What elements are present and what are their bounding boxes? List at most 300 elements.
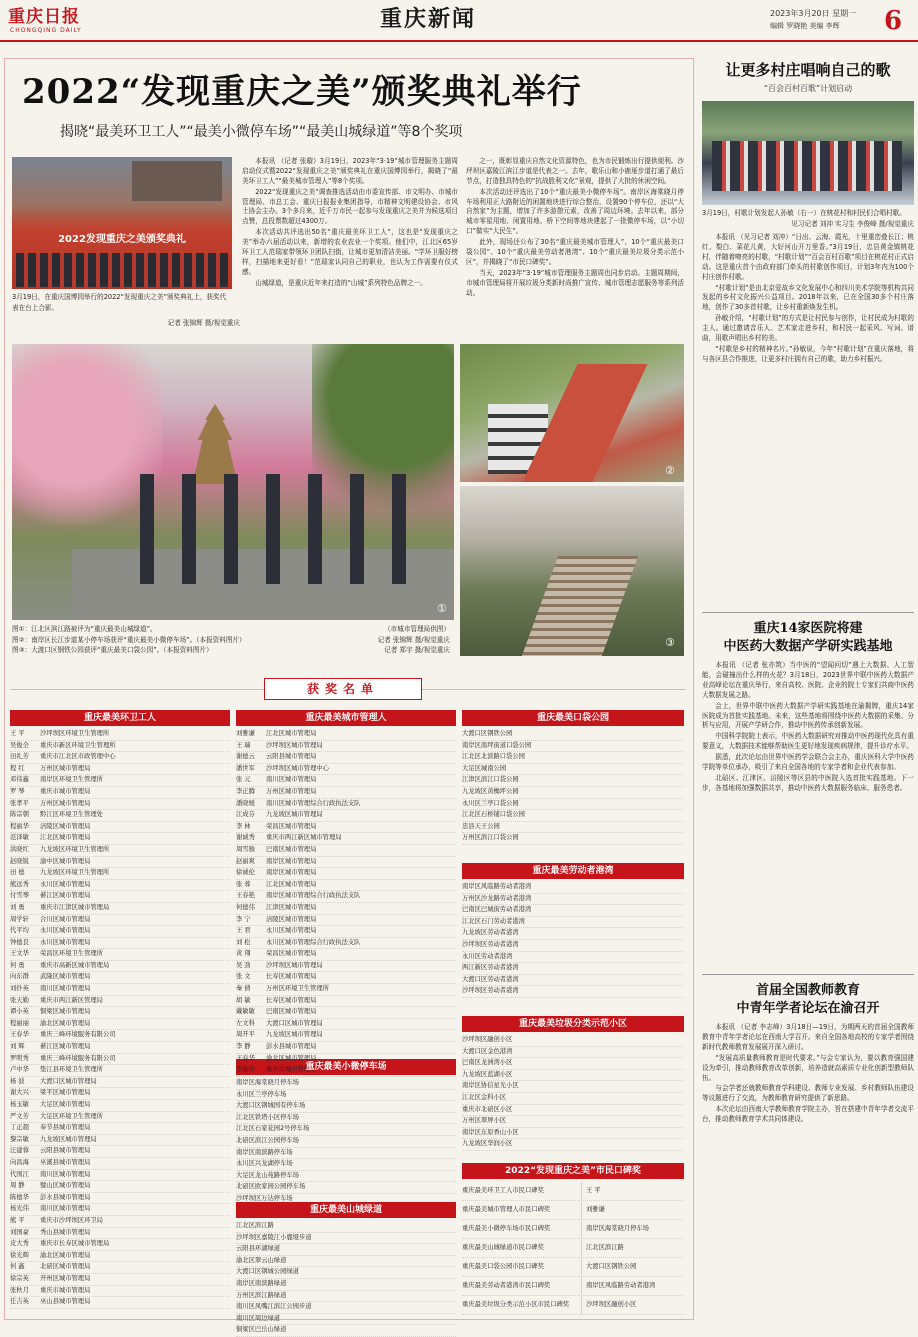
award-item: 南岸区协信星光小区 bbox=[462, 1081, 684, 1093]
award-winner-name: 程丽丽 bbox=[10, 1019, 29, 1027]
word-of-mouth-category: 重庆最美劳动者港湾市民口碑奖 bbox=[462, 1277, 582, 1295]
award-item: 南岸区南坪街道口袋公园 bbox=[462, 741, 684, 753]
pocket-parks-award-list bbox=[462, 729, 684, 842]
article-paragraph: 会上，世界中联中医药大数据产学研实践基地在渝揭牌，重庆14家医院成为首批实践基地。未来，这些基地将围绕中医药大数据的采集、分析与应用，开展产学研合作，推动中医药传承创新发展。 bbox=[702, 701, 914, 730]
award-winner-unit: 渝北区城市管理局 bbox=[40, 1251, 91, 1259]
award-winner-unit: 重庆市长寿区城市管理局 bbox=[40, 1240, 110, 1248]
award-winner-unit: 南岸区环境卫生管理所 bbox=[40, 776, 103, 784]
teacher-forum-title-line2: 中青年学者论坛在渝召开 bbox=[736, 1000, 880, 1016]
award-winner-name: 吴 劲 bbox=[236, 961, 251, 969]
rail-track bbox=[522, 556, 638, 656]
award-winner-unit: 沙坪坝区城市管理中心 bbox=[266, 764, 329, 772]
award-winner-name: 周学轩 bbox=[10, 915, 29, 923]
award-row bbox=[10, 1146, 230, 1158]
award-winner-unit: 彭水县城市管理局 bbox=[266, 1043, 317, 1051]
right-column-divider bbox=[702, 612, 914, 613]
award-winner-unit: 万州区城市管理局 bbox=[40, 799, 91, 807]
photo-caption-1: 图①：江北区滨江路被评为“重庆最美山城绿道”。 bbox=[12, 625, 157, 633]
award-row bbox=[10, 741, 230, 753]
word-of-mouth-category: 重庆最美山城绿道市民口碑奖 bbox=[462, 1239, 582, 1257]
award-row bbox=[10, 1019, 230, 1031]
word-of-mouth-award-heading: 2022“发现重庆之美”市民口碑奖 bbox=[462, 1163, 684, 1179]
award-winner-unit: 重庆市江津区城市管理局 bbox=[40, 903, 110, 911]
award-item: 万州区滨江口袋公园 bbox=[462, 833, 684, 845]
award-winner-name: 李 宁 bbox=[236, 915, 251, 923]
word-of-mouth-winner: 江北区滨江路 bbox=[586, 1244, 624, 1251]
award-row bbox=[236, 775, 456, 787]
lead-paragraph: 此外，现场还公布了30名“重庆最美城市管理人”、10个“重庆最美口袋公园”、10个“重庆最美劳动者港湾”、10个“重庆最美垃圾分类示范小区”，并揭晓了“市民口碑奖”。 bbox=[466, 238, 684, 266]
award-item: 南岸区风临路劳动者港湾 bbox=[462, 882, 684, 894]
word-of-mouth-row bbox=[462, 1220, 684, 1239]
article-paragraph: 本报讯 （记者 李志峰）3月18日—19日，为期两天的首届全国教师教育中青年学者论坛在西南大学召开。来自全国各地高校的专家学者围绕新时代教师教育发展展开深入研讨。 bbox=[702, 1023, 914, 1051]
award-row bbox=[10, 1100, 230, 1112]
award-winner-name: 戴敏敏 bbox=[236, 1008, 255, 1016]
award-item: 永川区兰亭停车场 bbox=[236, 1090, 456, 1102]
award-item: 永川区兰亭口袋公园 bbox=[462, 799, 684, 811]
word-of-mouth-winner: 南岸区海棠晓月停车场 bbox=[586, 1225, 649, 1232]
award-item: 南岸区东原香山小区 bbox=[462, 1128, 684, 1140]
award-winner-unit: 合川区城市管理局 bbox=[40, 915, 91, 923]
ceremony-photo bbox=[12, 157, 232, 289]
word-of-mouth-category: 重庆最美垃圾分类示范小区市民口碑奖 bbox=[462, 1296, 582, 1314]
waste-sorting-award-list bbox=[462, 1035, 684, 1148]
word-of-mouth-row bbox=[462, 1277, 684, 1296]
award-winner-name: 谭小英 bbox=[10, 1008, 29, 1016]
award-row bbox=[10, 1077, 230, 1089]
award-winner-unit: 永川区城市管理局 bbox=[40, 938, 91, 946]
award-row bbox=[236, 764, 456, 776]
award-row bbox=[236, 857, 456, 869]
award-winner-unit: 永川区城市管理局 bbox=[40, 927, 91, 935]
award-row bbox=[10, 1088, 230, 1100]
award-winner-unit: 永川区城市管理局 bbox=[40, 880, 91, 888]
pocket-parks-award-heading: 重庆最美口袋公园 bbox=[462, 710, 684, 726]
sanitation-award-heading: 重庆最美环卫工人 bbox=[10, 710, 230, 726]
lead-article-col1 bbox=[242, 157, 458, 333]
award-row bbox=[10, 1297, 230, 1309]
award-row bbox=[236, 822, 456, 834]
award-winner-name: 卢中华 bbox=[10, 1066, 29, 1074]
lead-paragraph: 本次活动共评选出50名“重庆最美环卫工人”，这也是“发现重庆之美”举办六届活动以来，新增的农业农业一个奖项。他们中，江北区65岁环卫工人范瑞家带领环卫团队扫街，让城市更加清洁美丽。“学环卫服好榜样，扫描地来更好看！”范瑞家认同自己的职业，也认为工作需要有仪式感。 bbox=[242, 228, 458, 276]
article-paragraph: 本报讯 （见习记者 刘冲）“日出、云海、霞光，十里重峦叠长江；桃红、梨白、菜花儿黄，大好河山开万里香。”3月19日，忠县黄金镇桃花村，伴随着嘹亮的村歌，“村歌计划”“百会百村百歌”项目在桃花村正式启动。这是重庆首个由政府部门牵头的村歌创作项目，计划3年内为100个村庄创作村歌。 bbox=[702, 233, 915, 281]
award-winner-name: 刘 勇 bbox=[10, 903, 25, 911]
section-title: 重庆新闻 bbox=[380, 6, 477, 32]
award-winner-unit: 江北区城市管理局 bbox=[266, 730, 317, 737]
award-row bbox=[10, 880, 230, 892]
award-winner-unit: 渝中区城市管理局 bbox=[40, 857, 91, 865]
award-row bbox=[10, 1251, 230, 1263]
award-row bbox=[10, 752, 230, 764]
lead-paragraph: 山城绿道，是重庆近年来打造的“山城”系列特色品牌之一。 bbox=[255, 278, 427, 287]
award-winner-unit: 九龙坡区城市管理局 bbox=[266, 1031, 323, 1039]
award-winner-name: 黄 翔 bbox=[236, 950, 251, 958]
award-winner-unit: 綦江区城市管理局 bbox=[40, 892, 91, 900]
award-winner-name: 杨光伟 bbox=[10, 1205, 29, 1213]
award-row bbox=[10, 833, 230, 845]
photo-caption-3: 图③：大渡口区钢铁公园获评“重庆最美口袋公园”。（本报资料图片） bbox=[12, 646, 213, 655]
award-row bbox=[236, 752, 456, 764]
word-of-mouth-row bbox=[462, 1239, 684, 1258]
award-winner-unit: 南岸区城市管理局 bbox=[266, 857, 317, 865]
award-row bbox=[236, 868, 456, 880]
award-winner-unit: 九龙坡区城市管理局 bbox=[266, 811, 323, 819]
award-item: 九龙坡区华润小区 bbox=[462, 1139, 684, 1151]
village-song-photo-caption: 3月19日，村歌计划发起人孙敏（右一）在桃花村和村民们合唱村歌。 bbox=[702, 209, 906, 218]
award-winner-unit: 重庆市城市管理局 bbox=[40, 787, 91, 795]
award-winner-name: 谢德云 bbox=[236, 753, 255, 761]
award-winner-name: 程 红 bbox=[10, 764, 25, 772]
award-item: 铜梁区巴岳山绿道 bbox=[236, 1325, 456, 1337]
award-item: 沙坪坝区劳动者港湾 bbox=[462, 986, 684, 998]
award-winner-name: 谢诚秀 bbox=[236, 834, 255, 842]
photo-credit-3: 记者 郑宇 摄/视觉重庆 bbox=[384, 646, 450, 655]
word-of-mouth-award-list bbox=[462, 1182, 684, 1322]
award-item: 大渡口区劳动者港湾 bbox=[462, 975, 684, 987]
award-item: 沙坪坝区融创小区 bbox=[462, 1035, 684, 1047]
award-winner-name: 潘世军 bbox=[236, 764, 255, 772]
award-item: 忠县天王公园 bbox=[462, 822, 684, 834]
award-winner-unit: 涪陵区城市管理局 bbox=[266, 915, 317, 923]
award-item: 九龙坡区黄桷坪公园 bbox=[462, 787, 684, 799]
award-row bbox=[10, 891, 230, 903]
award-winner-unit: 云阳县城市管理局 bbox=[40, 1147, 91, 1155]
award-winner-unit: 渝北区城市管理局 bbox=[266, 1054, 317, 1062]
parking-award-list bbox=[236, 1078, 456, 1202]
award-row bbox=[10, 996, 230, 1008]
award-row bbox=[10, 810, 230, 822]
award-winner-unit: 铜梁区城市管理局 bbox=[40, 1008, 91, 1016]
award-row bbox=[236, 915, 456, 927]
award-row bbox=[236, 938, 456, 950]
award-winner-name: 王 瑞 bbox=[236, 741, 251, 749]
award-winner-unit: 大渡口区城市管理局 bbox=[40, 1077, 97, 1085]
village-song-subtitle: “百会百村百歌”计划启动 bbox=[763, 84, 853, 94]
award-winner-unit: 沙坪坝区城市管理局 bbox=[266, 741, 323, 749]
award-winner-name: 钟德良 bbox=[10, 938, 29, 946]
award-winner-name: 徐诚伦 bbox=[236, 869, 255, 877]
teacher-forum-body bbox=[702, 1023, 914, 1313]
sanitation-award-column bbox=[10, 710, 230, 1319]
award-row bbox=[10, 926, 230, 938]
village-song-story bbox=[702, 60, 914, 603]
award-row bbox=[10, 764, 230, 776]
award-winner-name: 张孝平 bbox=[10, 799, 29, 807]
award-winner-unit: 南岸区城市管理综合行政执法支队 bbox=[266, 892, 361, 900]
award-winner-name: 汪建蓉 bbox=[10, 1147, 29, 1155]
award-winner-name: 左文科 bbox=[236, 1019, 255, 1027]
award-row bbox=[10, 787, 230, 799]
award-row bbox=[236, 741, 456, 753]
award-row bbox=[236, 787, 456, 799]
award-item: 云阳县环湖绿道 bbox=[236, 1244, 456, 1256]
award-row bbox=[236, 996, 456, 1008]
award-row bbox=[236, 891, 456, 903]
award-winner-name: 李 静 bbox=[236, 1043, 251, 1051]
award-winner-name: 皮大秀 bbox=[10, 1240, 29, 1248]
award-item: 两江新区劳动者港湾 bbox=[462, 963, 684, 975]
choir-people bbox=[712, 141, 902, 191]
award-row bbox=[236, 1042, 456, 1054]
photo-credit-2: 记者 张锦辉 摄/视觉重庆 bbox=[377, 635, 450, 644]
parking-award-heading: 重庆最美小微停车场 bbox=[236, 1059, 456, 1075]
word-of-mouth-category: 重庆最美口袋公园市民口碑奖 bbox=[462, 1258, 582, 1276]
award-winner-unit: 万州区环境卫生管理所 bbox=[266, 985, 329, 993]
walking-people bbox=[112, 474, 432, 584]
award-winner-name: 王文华 bbox=[10, 950, 29, 958]
award-winner-name: 周雪骏 bbox=[236, 845, 255, 853]
award-winner-name: 杨玉敏 bbox=[10, 1101, 29, 1108]
ceremony-photo-credit: 记者 张锦辉 摄/视觉重庆 bbox=[167, 319, 240, 327]
award-winner-unit: 大足区城市管理局 bbox=[40, 1101, 91, 1108]
award-winner-name: 向东群 bbox=[10, 973, 29, 981]
village-song-photo bbox=[702, 101, 914, 205]
award-winner-unit: 彭水县城市管理局 bbox=[40, 1193, 91, 1201]
award-row bbox=[10, 775, 230, 787]
article-paragraph: 中国科学院院士表示，中医药大数据研究对推动中医药现代化具有重要意义，大数据技术能够帮助医生更好地发现疾病规律，提升诊疗水平。 bbox=[702, 732, 914, 751]
award-item: 永川区兴龙湖停车场 bbox=[236, 1159, 456, 1171]
managers-award-heading: 重庆最美城市管理人 bbox=[236, 710, 456, 726]
award-winner-unit: 永川区城市管理综合行政执法支队 bbox=[266, 938, 361, 946]
tcm-big-data-story bbox=[702, 620, 914, 971]
award-winner-name: 胡 敏 bbox=[236, 996, 251, 1004]
award-winner-name: 田 德 bbox=[10, 869, 25, 877]
award-winner-name: 王 君 bbox=[236, 927, 251, 935]
award-winner-unit: 重庆市两江新区管理局 bbox=[40, 996, 103, 1004]
award-winner-unit: 重庆市高新区城市管理局 bbox=[40, 961, 110, 969]
award-item: 大足区龙山苑路停车场 bbox=[236, 1171, 456, 1183]
award-winner-unit: 巴南区城市管理局 bbox=[266, 845, 317, 853]
award-item: 江北区北滨路口袋公园 bbox=[462, 752, 684, 764]
greenway-award-heading: 重庆最美山城绿道 bbox=[236, 1202, 456, 1218]
award-item: 永川区劳动者港湾 bbox=[462, 952, 684, 964]
award-winner-unit: 九龙坡区环境卫生管理所 bbox=[40, 845, 110, 853]
award-winner-name: 徐宗英 bbox=[10, 1274, 29, 1282]
award-item: 九龙坡区劳动者港湾 bbox=[462, 928, 684, 940]
award-item: 江北区滨江路 bbox=[236, 1221, 456, 1233]
ceremony-stage-banner: 2022发现重庆之美颁奖典礼 bbox=[58, 234, 186, 245]
award-row bbox=[236, 810, 456, 822]
award-item: 万州区沙龙路劳动者港湾 bbox=[462, 894, 684, 906]
parks-award-column bbox=[462, 710, 684, 1322]
ceremony-people bbox=[16, 253, 228, 287]
award-row bbox=[10, 1042, 230, 1054]
award-winner-name: 李 林 bbox=[236, 822, 251, 830]
award-winner-unit: 沙坪坝区环境卫生管理所 bbox=[40, 730, 110, 737]
award-row bbox=[10, 1262, 230, 1274]
article-paragraph: 与会学者还就教师教育学科建设、教师专业发展、乡村教师队伍建设等议题进行了交流，为教师教育研究提供了新思路。 bbox=[702, 1084, 914, 1103]
award-item: 江北区石家花园2号停车场 bbox=[236, 1124, 456, 1136]
village-song-title: 让更多村庄唱响自己的歌 bbox=[725, 61, 891, 79]
award-winner-name: 赵晓锐 bbox=[10, 857, 29, 865]
award-winner-name: 刘 辉 bbox=[10, 1043, 25, 1051]
award-row bbox=[236, 799, 456, 811]
award-item: 江北区金科小区 bbox=[462, 1093, 684, 1105]
award-winner-unit: 重庆三峰环境服务有限公司 bbox=[40, 1054, 116, 1062]
lead-paragraph: 2022“发现重庆之美”调查推选活动由市委宣传部、市文明办、市城市管理局、市总工会、重庆日报报业集团指导，市精神文明建设协会、市风土协会主办。3个多月来，近千万市民一起参与发现重庆之美并为候选项目点赞，总投票数超过4300万。 bbox=[242, 187, 458, 226]
award-row bbox=[10, 972, 230, 984]
issue-editors: 编辑 罗晓艳 美编 李辉 bbox=[770, 22, 840, 30]
award-winner-name: 周 静 bbox=[10, 1182, 25, 1190]
award-row bbox=[10, 1204, 230, 1216]
award-row bbox=[10, 1274, 230, 1286]
article-paragraph: 孙敏介绍，“村歌计划”的方式是让村民参与创作，让村民成为村歌的主人。通过邀请音乐人、艺术家走进乡村，和村民一起采风、写词、谱曲，用歌声唱出乡村的美。 bbox=[702, 314, 914, 343]
award-item: 江北区石桥铺口袋公园 bbox=[462, 810, 684, 822]
ceremony-photo-caption: 3月19日，在重庆国博园举行的2022“发现重庆之美”颁奖典礼上，获奖代表在台上合影。 bbox=[12, 293, 227, 312]
award-winner-name: 周开平 bbox=[236, 1031, 255, 1039]
award-winner-name: 李正腾 bbox=[236, 787, 255, 795]
award-item: 巴南区龙洲湾小区 bbox=[462, 1058, 684, 1070]
award-item: 巴南区巴城街劳动者港湾 bbox=[462, 905, 684, 917]
tcm-body bbox=[702, 661, 914, 971]
newspaper-logo: 重庆日报 bbox=[8, 7, 80, 27]
award-winner-unit: 重庆市两江新区城市管理局 bbox=[266, 834, 342, 842]
award-row bbox=[236, 833, 456, 845]
award-row bbox=[10, 1228, 230, 1240]
award-winner-name: 杨 波 bbox=[10, 1077, 25, 1085]
awards-banner: 获奖名单 bbox=[264, 678, 422, 700]
article-paragraph: “村歌是乡村的精神名片。”孙敏说，今年“村歌计划”在重庆落地，将与各区县合作推进，让更多村庄拥有自己的歌，助力乡村振兴。 bbox=[702, 344, 914, 363]
award-winner-name: 秦 倩 bbox=[236, 985, 251, 993]
word-of-mouth-category: 重庆最美城市管理人市民口碑奖 bbox=[462, 1201, 582, 1219]
award-row bbox=[10, 868, 230, 880]
award-row bbox=[236, 880, 456, 892]
ceremony-building bbox=[132, 161, 222, 201]
award-winner-unit: 九龙坡区环境卫生管理所 bbox=[40, 869, 110, 877]
award-item: 大渡口区金色港湾 bbox=[462, 1047, 684, 1059]
village-song-photo-credit: 见习记者 刘冲 实习生 李俊峰 摄/视觉重庆 bbox=[791, 219, 914, 228]
award-row bbox=[236, 926, 456, 938]
award-winner-name: 付雪琴 bbox=[10, 892, 29, 900]
article-paragraph: “村歌计划”是由北京爱故乡文化发展中心和四川美术学院等机构共同发起的乡村文化振兴公益项目。2018年以来，已在全国30多个村庄落地，创作了30多首村歌，让乡村重新焕发生机。 bbox=[702, 283, 914, 312]
teacher-forum-story bbox=[702, 982, 914, 1313]
labor-harbors-award-heading: 重庆最美劳动者港湾 bbox=[462, 863, 684, 879]
award-winner-unit: 垫江县环境卫生管理所 bbox=[40, 1066, 103, 1074]
award-winner-unit: 巫山县城市管理局 bbox=[40, 1298, 91, 1306]
award-winner-unit: 江北区城市管理局 bbox=[40, 834, 91, 842]
award-row bbox=[10, 1135, 230, 1147]
award-winner-name: 张 元 bbox=[236, 776, 251, 784]
award-row bbox=[10, 857, 230, 869]
award-row bbox=[10, 1007, 230, 1019]
award-item: 沙坪坝区嘉陵江小鹿垭步道 bbox=[236, 1233, 456, 1245]
greenway-award-list bbox=[236, 1221, 456, 1334]
award-item: 南岸区海棠晓月停车场 bbox=[236, 1078, 456, 1090]
word-of-mouth-winner: 刘雅谦 bbox=[586, 1206, 605, 1213]
award-winner-name: 张 文 bbox=[236, 973, 251, 981]
photo-credit-1: （市城市管理局供图） bbox=[384, 625, 450, 633]
sanitation-award-list bbox=[10, 729, 230, 1319]
article-paragraph: 北碚区、江津区、涪陵区等区县的中医院入选首批实践基地。下一步，各基地将加强数据共享，推动中医药大数据服务临床、服务患者。 bbox=[702, 773, 914, 792]
right-column-divider bbox=[702, 974, 914, 975]
award-item: 南川区周边绿道 bbox=[236, 1314, 456, 1326]
photo-caption-2: 图②：南岸区长江步道某小停车场获评“重庆最美小微停车场”。（本报资料图片） bbox=[12, 635, 246, 644]
award-winner-name: 李艳伶 bbox=[236, 1066, 255, 1074]
award-winner-unit: 江北区城市管理局 bbox=[266, 880, 317, 888]
article-paragraph: “发展高质量教师教育是时代要求。”与会专家认为，要以教育强国建设为牵引，推动教师教育改革创新，培养造就高素质专业化创新型教师队伍。 bbox=[702, 1053, 914, 1082]
award-winner-unit: 渝北区城市管理局 bbox=[40, 1019, 91, 1027]
award-winner-unit: 大渡口区城市管理局 bbox=[266, 1019, 323, 1027]
award-winner-unit: 梁平区城市管理局 bbox=[40, 1089, 91, 1097]
award-winner-name: 向昌海 bbox=[10, 1158, 29, 1166]
award-winner-unit: 奉节县城市管理局 bbox=[40, 1124, 91, 1132]
award-winner-name: 熊远秀 bbox=[10, 880, 29, 888]
award-row bbox=[10, 729, 230, 741]
award-winner-name: 陈宗朝 bbox=[10, 811, 29, 819]
railway-park-photo bbox=[460, 486, 684, 656]
award-winner-name: 何 鑫 bbox=[10, 1263, 25, 1271]
award-row bbox=[10, 1216, 230, 1228]
lead-article-col2 bbox=[466, 157, 684, 333]
award-winner-name: 陈德华 bbox=[10, 1193, 29, 1201]
award-winner-unit: 重庆三峰环境服务有限公司 bbox=[40, 1031, 116, 1039]
award-winner-name: 谢大兴 bbox=[10, 1089, 29, 1097]
award-winner-name: 代国江 bbox=[10, 1170, 29, 1178]
award-winner-name: 王 平 bbox=[10, 730, 25, 737]
award-item: 沙坪坝区劳动者港湾 bbox=[462, 940, 684, 952]
award-winner-unit: 江津区城市管理局 bbox=[266, 903, 317, 911]
award-row bbox=[10, 845, 230, 857]
award-winner-name: 任吉英 bbox=[10, 1298, 29, 1306]
award-winner-name: 罗 琴 bbox=[10, 787, 25, 795]
award-winner-name: 黎宗敏 bbox=[10, 1135, 29, 1143]
award-winner-name: 丁正超 bbox=[10, 1124, 29, 1132]
award-winner-unit: 重庆市新区环境卫生管理所 bbox=[40, 741, 116, 749]
award-row bbox=[10, 949, 230, 961]
award-winner-unit: 南川区城市管理局 bbox=[266, 776, 317, 784]
word-of-mouth-winner: 大渡口区钢铁公园 bbox=[586, 1263, 637, 1270]
award-winner-name: 潘晓媛 bbox=[236, 799, 255, 807]
award-row bbox=[10, 1065, 230, 1077]
page-number: 6 bbox=[884, 6, 903, 36]
award-winner-unit: 武隆区城市管理局 bbox=[40, 973, 91, 981]
award-winner-unit: 南川区城市管理局 bbox=[40, 1170, 91, 1178]
award-winner-unit: 巴南区城市管理局 bbox=[266, 1008, 317, 1016]
word-of-mouth-category: 重庆最美环卫工人市民口碑奖 bbox=[462, 1182, 582, 1200]
article-paragraph: 本次论坛由西南大学教师教育学院主办，旨在搭建中青年学者交流平台，推动教师教育学术共同体建设。 bbox=[702, 1105, 914, 1124]
award-winner-name: 徐光辉 bbox=[10, 1251, 29, 1259]
award-row bbox=[10, 1158, 230, 1170]
award-row bbox=[10, 915, 230, 927]
award-item: 九龙坡区蓝湖小区 bbox=[462, 1070, 684, 1082]
award-row bbox=[10, 1123, 230, 1135]
award-winner-name: 张 蓉 bbox=[236, 880, 251, 888]
award-winner-name: 熊 平 bbox=[10, 1216, 25, 1224]
award-item: 大渡口区钢铁公园 bbox=[462, 729, 684, 741]
award-row bbox=[10, 1286, 230, 1298]
lead-paragraph: 当天，2023年“3·19”城市管理服务主题周也同步启动。主题周期间，市城市管理局将开展垃圾分类新时尚推广宣传、城市管理志愿服务等系列活动。 bbox=[466, 268, 684, 297]
award-winner-name: 刘国豪 bbox=[10, 1228, 29, 1236]
award-winner-unit: 南川区城市管理综合行政执法支队 bbox=[266, 799, 361, 807]
award-winner-unit: 大足区环境卫生管理所 bbox=[40, 1112, 103, 1120]
award-winner-unit: 荣昌区环境卫生管理所 bbox=[40, 950, 103, 958]
photo-mark: ① bbox=[437, 602, 447, 615]
word-of-mouth-row bbox=[462, 1182, 684, 1201]
award-winner-unit: 开州区城市管理局 bbox=[40, 1274, 91, 1282]
award-winner-name: 吴俊全 bbox=[10, 741, 29, 749]
award-row bbox=[236, 729, 456, 741]
award-winner-unit: 南岸区城市管理局 bbox=[266, 869, 317, 877]
award-winner-name: 何 勇 bbox=[10, 961, 25, 969]
award-winner-name: 刘扑英 bbox=[10, 985, 29, 993]
award-winner-name: 罗明秀 bbox=[10, 1054, 29, 1062]
award-winner-unit: 秀山县城市管理局 bbox=[40, 1228, 91, 1236]
award-winner-unit: 云阳县城市管理局 bbox=[266, 753, 317, 761]
award-item: 大渡口区钢城公园绿道 bbox=[236, 1267, 456, 1279]
award-winner-unit: 重庆市沙坪坝区环卫局 bbox=[40, 1216, 103, 1224]
award-winner-name: 张天勤 bbox=[10, 996, 29, 1004]
word-of-mouth-winner: 沙坪坝区融创小区 bbox=[586, 1301, 637, 1308]
issue-date: 2023年3月20日 星期一 bbox=[770, 9, 857, 18]
